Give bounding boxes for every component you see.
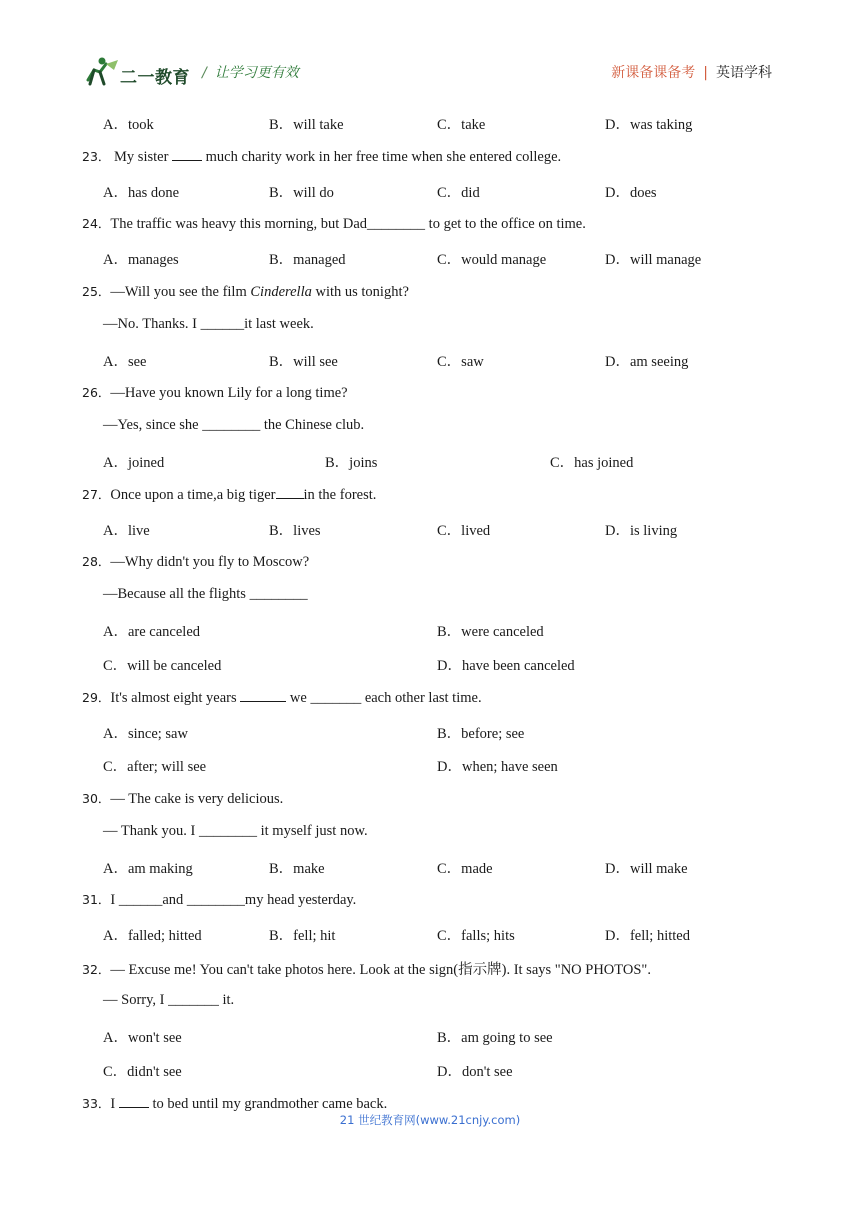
stem-text: we _______ each other last time. [286, 690, 482, 706]
option-b: B．make [269, 861, 325, 877]
option-b: B．lives [269, 523, 321, 539]
option-c: C．lived [437, 523, 491, 539]
option-c: C．has joined [550, 455, 634, 471]
stem-text: I ______and ________my head yesterday. [110, 892, 357, 908]
option-c: C．saw [437, 354, 484, 370]
header-separator: | [703, 65, 708, 81]
option-b: B．before; see [437, 726, 525, 742]
slogan-text: 让学习更有效 [214, 65, 299, 81]
question-28-reply: —Because all the flights ________ [103, 586, 308, 602]
option-b: B．joins [325, 455, 378, 471]
option-d: D．fell; hitted [605, 928, 690, 944]
stem-text: in the forest. [303, 487, 377, 503]
option-b: B．will see [269, 354, 338, 370]
stem-text: — The cake is very delicious. [110, 791, 284, 807]
option-a: A．falled; hitted [103, 928, 202, 944]
option-a: A．took [103, 117, 154, 133]
answer-blank [119, 1095, 149, 1108]
question-30-reply: — Thank you. I ________ it myself just now. [103, 823, 368, 839]
question-32-reply: — Sorry, I _______ it. [103, 992, 235, 1008]
option-a: A．manages [103, 252, 179, 268]
option-d: D．is living [605, 523, 678, 539]
option-d: D．was taking [605, 117, 693, 133]
option-b: B．will do [269, 185, 334, 201]
stem-text: —Will you see the film [110, 284, 251, 300]
option-d: D．will manage [605, 252, 702, 268]
question-number: 29． [82, 690, 111, 705]
option-c: C．did [437, 185, 480, 201]
question-number: 24． [82, 216, 111, 231]
question-number: 25． [82, 284, 111, 299]
question-number: 28． [82, 554, 111, 569]
question-29-stem [82, 688, 482, 707]
question-number: 23． [82, 149, 111, 164]
question-number: 33． [82, 1096, 111, 1111]
option-b: B．will take [269, 117, 344, 133]
question-number: 26． [82, 385, 111, 400]
stem-text: —Why didn't you fly to Moscow? [110, 554, 310, 570]
page-footer[interactable]: 21 世纪教育网(www.21cnjy.com) [339, 1113, 521, 1127]
option-a: A．joined [103, 455, 165, 471]
option-d: D．will make [605, 861, 688, 877]
answer-blank [172, 148, 202, 161]
stem-text: with us tonight? [311, 284, 409, 300]
option-a: A．live [103, 523, 150, 539]
option-a: A．am making [103, 861, 193, 877]
stem-text: to bed until my grandmother came back. [148, 1096, 388, 1112]
question-26-reply: —Yes, since she ________ the Chinese club. [103, 417, 365, 433]
question-27-stem [82, 485, 376, 504]
question-33-stem [82, 1094, 387, 1113]
option-d: D．have been canceled [437, 658, 575, 674]
question-23-stem [82, 147, 561, 166]
stem-text: much charity work in her free time when she entered college. [202, 149, 562, 165]
stem-text: Once upon a time,a big tiger [110, 487, 276, 503]
option-c: C．didn't see [103, 1064, 182, 1080]
option-c: C．take [437, 117, 486, 133]
option-a: A．since; saw [103, 726, 188, 742]
stem-text: The traffic was heavy this morning, but Dad________ to get to the office on time. [110, 216, 586, 232]
option-a: A．has done [103, 185, 180, 201]
question-28-stem [82, 552, 309, 571]
question-24-stem [82, 214, 586, 233]
question-number: 31． [82, 892, 111, 907]
option-d: D．am seeing [605, 354, 689, 370]
question-25-reply: —No. Thanks. I ______it last week. [103, 316, 314, 332]
option-c: C．after; will see [103, 759, 207, 775]
header-tag: 新课备课备考 [611, 65, 696, 81]
question-31-stem [82, 890, 356, 909]
option-a: A．are canceled [103, 624, 201, 640]
option-b: B．fell; hit [269, 928, 336, 944]
logo-text: 二一教育 [120, 68, 190, 88]
question-26-stem [82, 383, 348, 402]
option-a: A．see [103, 354, 147, 370]
stem-text: — Excuse me! You can't take photos here. Look at the sign(指示牌). It says "NO PHOTOS". [110, 962, 651, 978]
option-a: A．won't see [103, 1030, 182, 1046]
stem-text: It's almost eight years [110, 690, 241, 706]
question-30-stem [82, 789, 283, 808]
stem-text: My sister [110, 149, 173, 165]
option-c: C．will be canceled [103, 658, 222, 674]
page-header [0, 0, 860, 100]
question-32-stem [82, 958, 651, 979]
answer-blank [240, 689, 286, 702]
film-title: Cinderella [250, 284, 312, 300]
option-d: D．don't see [437, 1064, 513, 1080]
option-d: D．does [605, 185, 657, 201]
header-right [611, 62, 772, 82]
question-25-stem [82, 282, 409, 301]
answer-blank [276, 486, 304, 499]
option-b: B．managed [269, 252, 346, 268]
option-c: C．falls; hits [437, 928, 515, 944]
option-c: C．made [437, 861, 493, 877]
question-number: 30． [82, 791, 111, 806]
option-d: D．when; have seen [437, 759, 558, 775]
question-number: 32． [82, 962, 111, 977]
question-number: 27． [82, 487, 111, 502]
stem-text: I [110, 1096, 119, 1112]
stem-text: —Have you known Lily for a long time? [110, 385, 348, 401]
option-b: B．am going to see [437, 1030, 553, 1046]
option-c: C．would manage [437, 252, 547, 268]
option-b: B．were canceled [437, 624, 544, 640]
slogan: / 让学习更有效 [202, 65, 299, 81]
header-subject: 英语学科 [716, 65, 772, 81]
